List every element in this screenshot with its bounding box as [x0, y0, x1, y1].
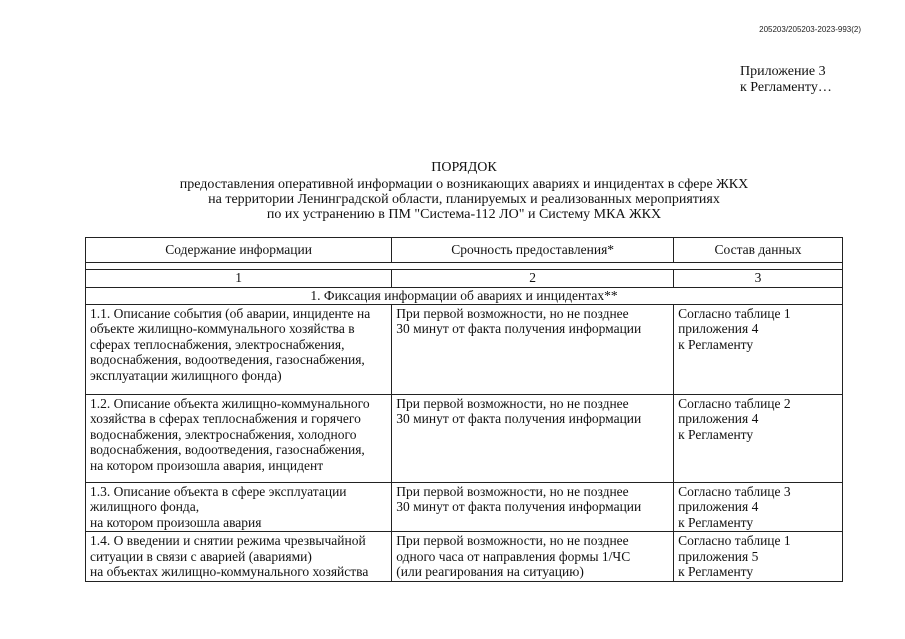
cell-line: сферах теплоснабжения, электроснабжения,	[90, 336, 345, 352]
cell-line: 1.2. Описание объекта жилищно-коммунального	[90, 395, 370, 411]
data-cell	[674, 394, 843, 482]
cell-line: приложения 4	[678, 411, 759, 426]
cell-line: приложения 4	[678, 499, 759, 514]
col-number-1: 1	[86, 270, 392, 288]
column-number-row	[86, 270, 843, 288]
cell-line: Согласно таблице 1	[678, 305, 791, 321]
cell-line: 30 минут от факта получения информации	[396, 321, 642, 336]
section-row	[86, 288, 843, 305]
document-id: 205203/205203-2023-993(2)	[759, 25, 861, 34]
cell-line: При первой возможности, но не позднее	[396, 483, 629, 499]
data-cell	[674, 482, 843, 532]
cell-line: 1.1. Описание события (об аварии, инциденте на	[90, 305, 371, 321]
cell-line: водоснабжения, электроснабжения, холодного	[90, 426, 357, 442]
cell-line: водоснабжения, водоотведения, газоснабжения,	[90, 442, 365, 457]
urgency-cell	[392, 532, 674, 582]
title-line-3: по их устранению в ПМ "Система-112 ЛО" и Систему МКА ЖКХ	[266, 207, 662, 222]
cell-line: При первой возможности, но не позднее	[396, 305, 629, 321]
section-title: 1. Фиксация информации об авариях и инцидентах**	[86, 288, 843, 305]
cell-line: водоснабжения, водоотведения, газоснабжения,	[90, 352, 365, 367]
cell-line: на котором произошла авария, инцидент	[90, 457, 324, 473]
header-data: Состав данных	[674, 238, 843, 263]
cell-line: хозяйства в сферах теплоснабжения и горячего	[90, 411, 361, 426]
cell-line: к Регламенту	[678, 426, 754, 442]
procedure-table	[85, 237, 843, 582]
content-cell	[86, 394, 392, 482]
cell-line: ситуации в связи с аварией (авариями)	[90, 548, 312, 564]
title-line-2: на территории Ленинградской области, планируемых и реализованных мероприятиях	[208, 192, 720, 207]
content-cell	[86, 304, 392, 394]
cell-line: к Регламенту	[678, 336, 754, 352]
header-urgency: Срочность предоставления*	[392, 238, 674, 263]
cell-line: одного часа от направления формы 1/ЧС	[396, 548, 631, 564]
cell-line: При первой возможности, но не позднее	[396, 533, 629, 548]
urgency-cell	[392, 304, 674, 394]
cell-line: При первой возможности, но не позднее	[396, 395, 629, 411]
table-row	[86, 532, 843, 582]
cell-line: 1.3. Описание объекта в сфере эксплуатации	[90, 483, 347, 499]
cell-line: 30 минут от факта получения информации	[396, 499, 642, 514]
cell-line: эксплуатации жилищного фонда)	[90, 367, 282, 383]
cell-line: приложения 4	[678, 321, 759, 336]
cell-line: Согласно таблице 2	[678, 395, 791, 411]
urgency-cell	[392, 394, 674, 482]
document-title	[85, 160, 843, 222]
urgency-cell	[392, 482, 674, 532]
cell-line: 1.4. О введении и снятии режима чрезвычайной	[90, 533, 366, 548]
data-cell	[674, 532, 843, 582]
header-content: Содержание информации	[86, 238, 392, 263]
data-cell	[674, 304, 843, 394]
table-row	[86, 304, 843, 394]
cell-line: 30 минут от факта получения информации	[396, 411, 642, 426]
content-cell	[86, 482, 392, 532]
appendix-line-1: Приложение 3	[740, 64, 826, 79]
cell-line: жилищного фонда,	[90, 499, 200, 514]
table-row	[86, 394, 843, 482]
cell-line: объекте жилищно-коммунального хозяйства в	[90, 321, 355, 336]
col-number-3: 3	[674, 270, 843, 288]
col-number-2: 2	[392, 270, 674, 288]
content-cell	[86, 532, 392, 582]
title-line-1: предоставления оперативной информации о возникающих авариях и инцидентах в сфере ЖКХ	[179, 177, 749, 192]
appendix-line-2: к Регламенту…	[740, 80, 832, 95]
cell-line: приложения 5	[678, 548, 759, 564]
cell-line: Согласно таблице 3	[678, 483, 791, 499]
cell-line: Согласно таблице 1	[678, 533, 791, 548]
cell-line: (или реагирования на ситуацию)	[396, 564, 584, 579]
cell-line: к Регламенту	[678, 564, 754, 579]
appendix-reference	[740, 64, 832, 96]
table-row	[86, 482, 843, 532]
cell-line: на котором произошла авария	[90, 514, 262, 530]
table-header-row	[86, 238, 843, 263]
cell-line: на объектах жилищно-коммунального хозяйства	[90, 564, 369, 579]
cell-line: к Регламенту	[678, 514, 754, 530]
title-main: ПОРЯДОК	[431, 160, 497, 175]
